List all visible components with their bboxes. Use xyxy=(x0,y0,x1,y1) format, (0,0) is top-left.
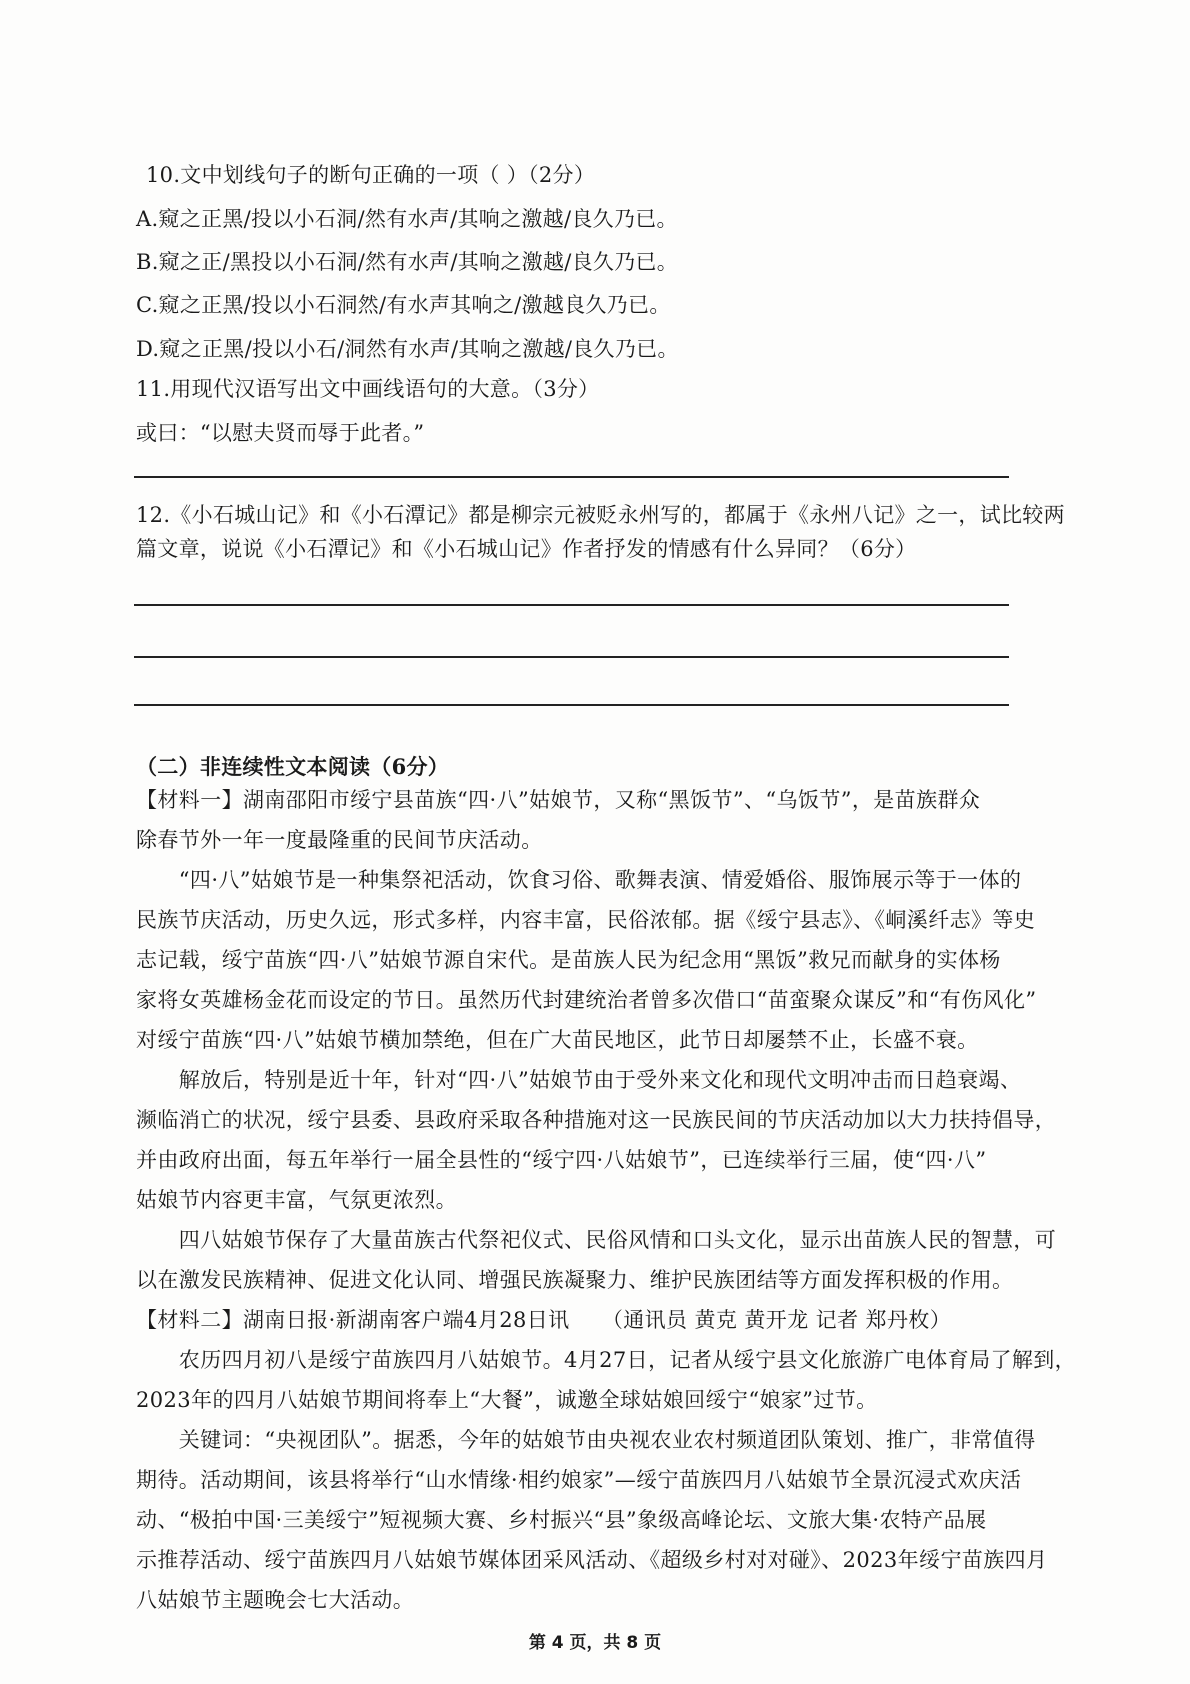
material-1 xyxy=(136,780,1056,1300)
material-2-line: 期待。活动期间，该县将举行“山水情缘·相约娘家”—绥宁苗族四月八姑娘节全景沉浸式欢庆活 xyxy=(136,1468,1022,1492)
section2-heading: （二）非连续性文本阅读（6分） xyxy=(136,754,450,779)
material-1-line: 家将女英雄杨金花而设定的节日。虽然历代封建统治者曾多次借口“苗蛮聚众谋反”和“有伤风化” xyxy=(136,988,1037,1012)
q12-answer-line-2 xyxy=(134,656,1009,658)
material-1-line: “四·八”姑娘节是一种集祭祀活动，饮食习俗、歌舞表演、情爱婚俗、服饰展示等于一体的 xyxy=(136,868,1022,892)
q10-option-b: B.窥之正/黑投以小石洞/然有水声/其响之激越/良久乃已。 xyxy=(136,250,679,274)
q12-line-2: 篇文章，说说《小石潭记》和《小石城山记》作者抒发的情感有什么异同？（6分） xyxy=(136,537,917,561)
material-1-line: 并由政府出面，每五年举行一届全县性的“绥宁四·八姑娘节”，已连续举行三届，使“四·八” xyxy=(136,1148,987,1172)
material-2-line: 动、“极拍中国·三美绥宁”短视频大赛、乡村振兴“县”象级高峰论坛、文旅大集·农特产品展 xyxy=(136,1508,987,1532)
material-2-line: 2023年的四月八姑娘节期间将奉上“大餐”，诚邀全球姑娘回绥宁“娘家”过节。 xyxy=(136,1388,878,1412)
material-1-line: 志记载，绥宁苗族“四·八”姑娘节源自宋代。是苗族人民为纪念用“黑饭”救兄而献身的实体杨 xyxy=(136,948,1001,972)
material-1-line: 姑娘节内容更丰富，气氛更浓烈。 xyxy=(136,1188,457,1212)
material-2-line: 农历四月初八是绥宁苗族四月八姑娘节。4月27日，记者从绥宁县文化旅游广电体育局了解到， xyxy=(136,1348,1077,1372)
material-1-line: 民族节庆活动，历史久远，形式多样，内容丰富，民俗浓郁。据《绥宁县志》、《峒溪纤志》等史 xyxy=(136,908,1036,932)
material-1-line: 四八姑娘节保存了大量苗族古代祭祀仪式、民俗风情和口头文化，显示出苗族人民的智慧，可 xyxy=(136,1228,1057,1252)
material-1-line: 除春节外一年一度最隆重的民间节庆活动。 xyxy=(136,828,543,852)
q11-stem: 11.用现代汉语写出文中画线语句的大意。（3分） xyxy=(136,377,600,401)
q12-answer-line-3 xyxy=(134,704,1009,706)
q11-quote: 或曰：“以慰夫贤而辱于此者。” xyxy=(136,421,425,445)
material-2-line: 八姑娘节主题晚会七大活动。 xyxy=(136,1588,415,1612)
q10-stem: 10.文中划线句子的断句正确的一项（ ）（2分） xyxy=(146,163,596,187)
material-1-line: 解放后，特别是近十年，针对“四·八”姑娘节由于受外来文化和现代文明冲击而日趋衰竭、 xyxy=(136,1068,1022,1092)
q10-option-d: D.窥之正黑/投以小石/洞然有水声/其响之激越/良久乃已。 xyxy=(136,337,679,361)
q11-answer-line xyxy=(134,476,1009,478)
q12-line-1: 12.《小石城山记》和《小石潭记》都是柳宗元被贬永州写的，都属于《永州八记》之一，试比较两 xyxy=(136,503,1065,527)
material-1-line: 对绥宁苗族“四·八”姑娘节横加禁绝，但在广大苗民地区，此节日却屡禁不止，长盛不衰。 xyxy=(136,1028,979,1052)
q12-answer-line-1 xyxy=(134,604,1009,606)
q10-option-a: A.窥之正黑/投以小石洞/然有水声/其响之激越/良久乃已。 xyxy=(136,207,678,231)
material-1-line: 以在激发民族精神、促进文化认同、增强民族凝聚力、维护民族团结等方面发挥积极的作用。 xyxy=(136,1268,1014,1292)
material-2-line: 【材料二】湖南日报·新湖南客户端4月28日讯 （通讯员 黄克 黄开龙 记者 郑丹枚） xyxy=(136,1308,952,1332)
material-2 xyxy=(136,1300,1076,1620)
material-1-line: 濒临消亡的状况，绥宁县委、县政府采取各种措施对这一民族民间的节庆活动加以大力扶持倡导， xyxy=(136,1108,1057,1132)
material-2-line: 示推荐活动、绥宁苗族四月八姑娘节媒体团采风活动、《超级乡村对对碰》、2023年绥宁苗族四月 xyxy=(136,1548,1048,1572)
page-number: 第 4 页，共 8 页 xyxy=(528,1633,662,1653)
material-2-line: 关键词：“央视团队”。据悉，今年的姑娘节由央视农业农村频道团队策划、推广，非常值得 xyxy=(136,1428,1036,1452)
q10-option-c: C.窥之正黑/投以小石洞然/有水声其响之/激越良久乃已。 xyxy=(136,293,671,317)
material-1-line: 【材料一】湖南邵阳市绥宁县苗族“四·八”姑娘节，又称“黑饭节”、“乌饭节”，是苗族群众 xyxy=(136,788,981,812)
